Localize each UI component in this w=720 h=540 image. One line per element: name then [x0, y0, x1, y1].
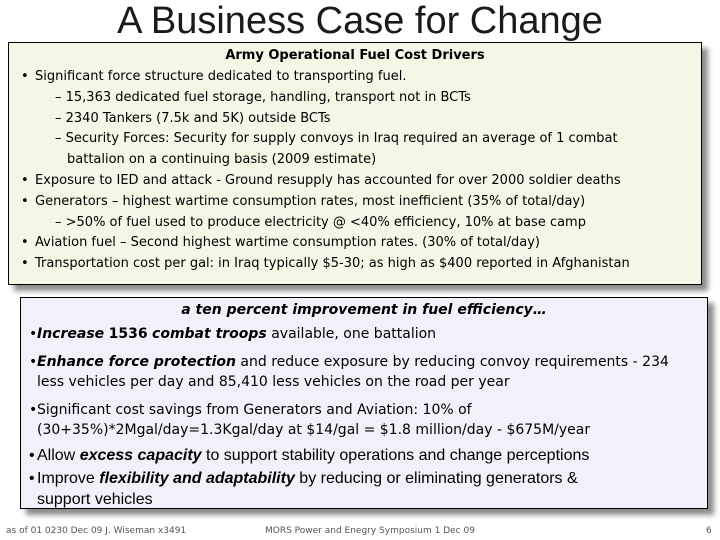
footer-event: MORS Power and Enegry Symposium 1 Dec 09: [265, 526, 475, 536]
bullet-icon: •: [21, 69, 29, 84]
list-item-text: – 15,363 dedicated fuel storage, handling, transport not in BCTs: [55, 89, 471, 105]
list-item-text: Aviation fuel – Second highest wartime consumption rates. (30% of total/day): [35, 235, 540, 251]
fuel-cost-drivers-heading: Army Operational Fuel Cost Drivers: [225, 48, 485, 63]
list-item: • Improve flexibility and adaptability by reducing or eliminating generators & support vehicles: [29, 470, 578, 508]
bullet-icon: •: [21, 256, 29, 272]
list-item: [9, 129, 701, 150]
list-item-text: Significant force structure dedicated to transporting fuel.: [35, 69, 407, 84]
list-item-continuation: [9, 150, 701, 171]
fuel-cost-drivers-box: [8, 42, 702, 285]
efficiency-improvement-heading: a ten percent improvement in fuel efficiency…: [181, 302, 547, 318]
list-item-text: – 2340 Tankers (7.5k and 5K) outside BCTs: [55, 110, 331, 126]
list-item: • Increase 1536 combat troops available, one battalion: [29, 326, 437, 342]
bullet-icon: •: [29, 354, 38, 370]
bullet-icon: •: [21, 172, 29, 188]
list-item: [9, 213, 701, 234]
page-number: 6: [706, 526, 712, 536]
footer-author: as of 01 0230 Dec 09 J. Wiseman x3491: [6, 526, 187, 536]
list-item: [9, 109, 701, 130]
bullet-icon: •: [29, 470, 35, 487]
list-item-text: Transportation cost per gal: in Iraq typically $5-30; as high as $400 reported in Afghanistan: [35, 256, 630, 272]
list-item-text: battalion on a continuing basis (2009 estimate): [67, 152, 377, 168]
list-item: • Enhance force protection and reduce exposure by reducing convoy requirements - 234 less vehicles per day and 85,410 less vehicles on the road per year: [29, 354, 669, 390]
list-item: • Allow excess capacity to support stability operations and change perceptions: [29, 447, 590, 464]
efficiency-improvement-box: [20, 297, 708, 509]
bullet-icon: •: [21, 193, 29, 209]
list-item-text: Exposure to IED and attack - Ground resupply has accounted for over 2000 soldier deaths: [35, 172, 621, 188]
list-item: [9, 171, 701, 192]
list-item: [9, 88, 701, 109]
list-item: [9, 67, 701, 88]
bullet-icon: •: [29, 326, 38, 342]
bullet-icon: •: [29, 447, 35, 464]
list-item-text: Generators – highest wartime consumption rates, most inefficient (35% of total/day): [35, 193, 586, 209]
bullet-icon: •: [21, 235, 29, 251]
list-item-text: – >50% of fuel used to produce electricity @ <40% efficiency, 10% at base camp: [55, 214, 586, 230]
bullet-icon: •: [29, 402, 38, 418]
list-item: • Significant cost savings from Generators and Aviation: 10% of (30+35%)*2Mgal/day=1.3Kgal/day at $14/gal = $1.8 million/day - $675M/year: [29, 402, 591, 438]
list-item: [9, 192, 701, 213]
list-item: [9, 254, 701, 275]
slide-title: A Business Case for Change: [117, 0, 603, 42]
list-item: [9, 233, 701, 254]
list-item-text: – Security Forces: Security for supply convoys in Iraq required an average of 1 combat: [55, 131, 618, 147]
